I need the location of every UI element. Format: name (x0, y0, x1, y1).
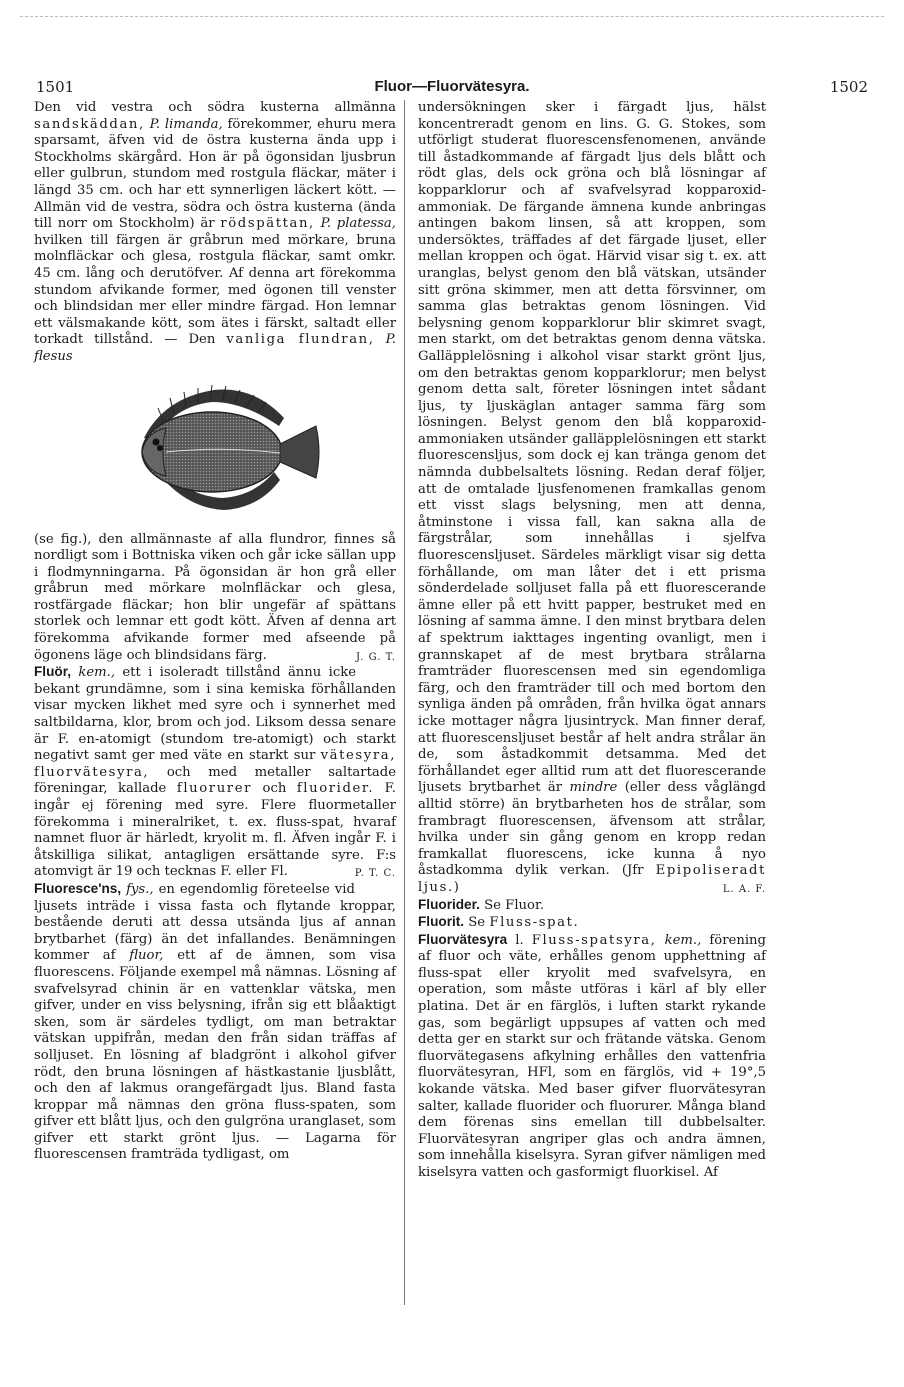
page-number-left: 1501 (36, 78, 75, 96)
entry-fluorescens: Fluoresce'ns, fys., en egendomlig företeelse vid ljusets inträde i vissa fasta och flytande kroppar, bestående deruti att dessa utsända ljus af annan brytbarhet (färg) än det infallandes. Benämningen kommer af fluor, ett af de ämnen, som visa fluorescens. Följande exempel må nämnas. Lösning af svafvelsyrad chinin är en vattenklar vätska, men gifver, under en viss belysning, ifrån sig ett blåaktigt sken, som är särdeles tydligt, om man betraktar vätskan uppifrån, medan den från sidan träffas af solljuset. En lösning af bladgrönt i alkohol gifver rödt, den bruna lösningen af hästkastanie ljusblått, och den af lakmus orangefärgadt ljus. Bland fasta kroppar må nämnas den gröna fluss-spaten, som gifver ett blått ljus, och den gulgröna uranglaset, som gifver ett starkt grönt ljus. — Lagarna för fluorescensen framträda tydligast, om (34, 880, 396, 1163)
flounder-figure (34, 368, 396, 528)
author-signature: L. A. F. (722, 883, 766, 895)
author-signature: P. T. C. (354, 868, 396, 880)
right-column (418, 100, 766, 1182)
headword: Fluorit. (418, 914, 465, 930)
page-number-right: 1502 (829, 78, 868, 96)
entry-fluorit: Fluorit. Se Fluss-spat. (418, 914, 580, 931)
entry-fluorider: Fluorider. Se Fluor. (418, 896, 545, 913)
headword: Fluör, (34, 664, 72, 680)
entry-fluor: Fluör, kem., ett i isoleradt tillstånd ännu icke bekant grundämne, som i sina kemiska förhållanden visar mycken likhet med syre och i synnerhet med saltbildarna, klor, brom och jod. Liksom dessa senare är F. en-atomigt (stundom tre-atomigt) och starkt negativt samt ger med väte en starkt sur vätesyra, fluorvätesyra, och med metaller saltartade föreningar, kallade fluorurer och fluorider. F. ingår ej förening med syre. Flere fluormetaller förekomma i mineralriket, t. ex. fluss-spat, hvaraf namnet fluor är härledt, kryolit m. fl. Äfven ingår F. i åtskilliga silikat, antagligen ersättande syre. F:s atomvigt är 19 och tecknas F. eller Fl. P. T. C. (34, 664, 396, 881)
flounder-fish-illustration-icon (94, 368, 324, 526)
entry-flundror-end: (se fig.), den allmännaste af alla flundror, finnes så nordligt som i Bottniska viken och går icke sällan upp i flodmynningarna. På ögonsidan är hon grå eller gråbrun med mörkare molnfläckar och glesa, rostfärgade fläckar; hon blir ungefär af spättans storlek och lemnar ett godt kött. Äfven af denna art förekomma afvikande former med afseende på ögonens läge och blindsidans färg. J. G. T. (34, 532, 396, 665)
headword: Fluorider. (418, 896, 480, 912)
column-divider (404, 100, 405, 1305)
entry-flundror-continued: Den vid vestra och södra kusterna allmänna sandskäddan, P. limanda, förekommer, ehuru mera sparsamt, äfven vid de östra kusterna ända upp i Stockholms skärgård. Hon är på ögonsidan ljusbrun eller gulbrun, stundom med rostgula fläckar, mäter i längd 35 cm. och har ett synnerligen läckert kött. — Allmän vid de vestra, södra och östra kusterna (ända till norr om Stockholm) är rödspättan, P. platessa, hvilken till färgen är gråbrun med mörkare, bruna molnfläckar och glesa, rostgula fläckar, samt omkr. 45 cm. lång och derutöfver. Af denna art förekomma stundom afvikande former, med ögonen till venster och blindsidan mer eller mindre färgad. Hon lemnar ett välsmakande kött, som ätes i färskt, saltadt eller torkadt tillstånd. — Den vanliga flundran, P. flesus (34, 100, 397, 364)
top-edge-rule (20, 16, 884, 18)
left-column (34, 100, 396, 1164)
entry-fluorescens-continued: undersökningen sker i färgadt ljus, hälst koncentreradt genom en lins. G. G. Stokes, som utförligt studerat fluorescensfenomenen, använde till åstadkommande af färgadt ljus dels blått och rödt glas, dels ock gröna och blå lösningar af kopparklorur och af svafvelsyrad kopparoxid-ammoniak. De färgande ämnena kunde anbringas antingen bakom linsen, så att kroppen, som undersöktes, träffades af det färgade ljuset, eller mellan kroppen och ögat. Härvid visar sig t. ex. att uranglas, belyst genom den blå vätskan, utsänder sitt gröna skimmer, men att detta försvinner, om samma glas betraktas genom lösningen. Vid belysning genom kopparklorur blir skimret svagt, men starkt, om det betraktas genom denna vätska. Galläpplelösning i alkohol visar starkt grönt ljus, om den betraktas genom kopparklorur; men belyst genom detta salt, företer lösningen intet sådant ljus, ty ljuskäglan antager samma färg som lösningen. Belyst genom den blå kopparoxid-ammoniaken utsänder galläpplelösningen ett starkt fluorescensljus, som dock ej kan tränga genom det nämnda dubbelsaltets lösning. Redan deraf följer, att de omtalade ljusfenomenen framkallas genom ett visst slags belysning, men att denna, åtminstone i vissa fall, kan sakna alla de färgstrålar, som innehållas i sjelfva fluorescensljuset. Särdeles märkligt visar sig detta förhållande, om man låter det i ett prisma sönderdelade solljuset falla på ett fluorescerande ämne eller på ett hvitt papper, bestruket med en lösning af samma ämne. I den minst brytbara delen af spektrum iakttages ingenting ovanligt, men i grannskapet af de mest brytbara strålarna framträder fluorescensen med sin egendomliga färg, och den framträder till och med bortom den synliga änden på områden, från hvilka ögat annars icke mottager några ljusintryck. Man finner deraf, att fluorescensljuset består af helt andra strålar än de, som åstadkommit detsamma. Med det förhållandet eger alltid rum att det fluorescerande ljusets brytbarhet är mindre (eller dess våglängd alltid större) än brytbarheten hos de strålar, som frambragt fluorescensen, äfvensom att strålar, hvilka under sin gång genom en kropp redan framkallat fluorescens, icke kunna å nyo åstadkomma dylik verkan. (Jfr Epipoliseradt ljus.) L. A. F. (418, 100, 766, 897)
headword: Fluoresce'ns, (34, 880, 122, 896)
entry-fluorvatesyra: Fluorvätesyra l. Fluss-spatsyra, kem., förening af fluor och väte, erhålles genom upphettning af fluss-spat eller kryolit med svafvelsyra, en operation, som måste utföras i kärl af bly eller platina. Det är en färglös, i luften starkt rykande gas, som begärligt uppsupes af vatten och med detta ger en starkt sur och frätande vätska. Genom fluorvätegasens afkylning erhålles den vattenfria fluorvätesyran, HFl, som en färglös, vid + 19°,5 kokande vätska. Med baser gifver fluorvätesyran salter, kallade fluorider och fluorurer. Många bland dem förenas sins emellan till dubbelsalter. Fluorvätesyran angriper glas och andra ämnen, som innehålla kiselsyra. Syran gifver nämligen med kiselsyra vatten och gasformigt fluorkisel. Af (418, 931, 766, 1180)
running-title: Fluor—Fluorvätesyra. (374, 78, 530, 95)
headword: Fluorvätesyra (418, 931, 508, 947)
author-signature: J. G. T. (356, 651, 396, 663)
